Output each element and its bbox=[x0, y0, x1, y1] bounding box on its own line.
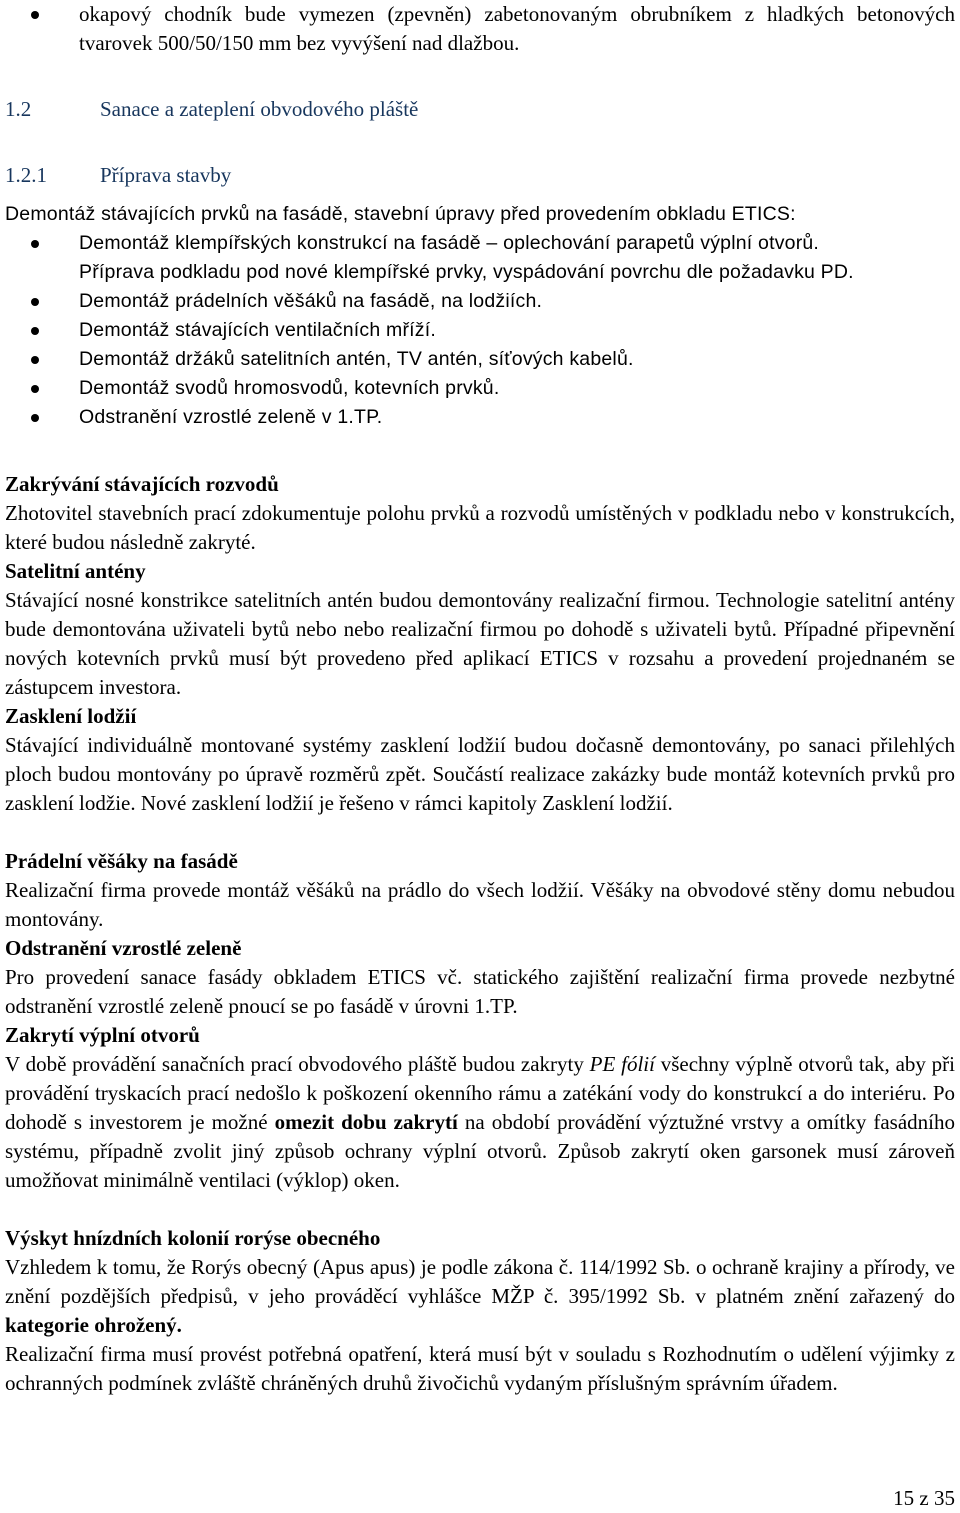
list-item: Demontáž držáků satelitních antén, TV antén, síťových kabelů. bbox=[0, 345, 955, 374]
list-item: Demontáž svodů hromosvodů, kotevních prvků. bbox=[0, 374, 955, 403]
zakryti-text-strong: omezit dobu zakrytí bbox=[274, 1110, 458, 1134]
zakryti-text-em: PE fólií bbox=[589, 1052, 655, 1076]
zakryti-text-b: všechny výplně otvorů tak, aby při provádění tryskacích prací nedošlo k poškození okenního rámu a zatékání vody do konstrukcí a do interiéru. Po dohodě s investorem je možné bbox=[5, 1052, 956, 1134]
section-rorys bbox=[5, 1224, 955, 1398]
rorys-text bbox=[5, 1253, 955, 1340]
section-zakryti bbox=[5, 1021, 955, 1195]
zakryti-text bbox=[5, 1050, 955, 1195]
pradelni-text: Realizační firma provede montáž věšáků na prádlo do všech lodžií. Věšáky na obvodové stěny domu nebudou montovány. bbox=[5, 878, 955, 931]
rorys-text-2: Realizační firma musí provést potřebná opatření, která musí být v souladu s Rozhodnutím o udělení výjimky z ochranných podmínek zvláště chráněných druhů živočichů vydaným příslušným správním úřadem. bbox=[5, 1342, 955, 1395]
intro-bullet-list bbox=[0, 0, 955, 58]
section-number: 1.2 bbox=[5, 97, 32, 121]
page-number: 15 z 35 bbox=[893, 1486, 955, 1510]
section-pradelni bbox=[5, 847, 955, 934]
satelitni-heading: Satelitní antény bbox=[5, 559, 146, 583]
zaskleni-heading: Zasklení lodžií bbox=[5, 704, 137, 728]
demontaz-intro: Demontáž stávajících prvků na fasádě, stavební úpravy před provedením obkladu ETICS: bbox=[5, 203, 796, 225]
zakryvani-text: Zhotovitel stavebních prací zdokumentuje polohu prvků a rozvodů umístěných v podkladu nebo v konstrukcích, které budou následně zakryté. bbox=[5, 501, 955, 554]
rorys-heading: Výskyt hnízdních kolonií rorýse obecného bbox=[5, 1226, 381, 1250]
section-title: Sanace a zateplení obvodového pláště bbox=[100, 97, 419, 121]
list-item-text: Příprava podkladu pod nové klempířské prvky, vyspádování povrchu dle požadavku PD. bbox=[79, 261, 854, 283]
section-zakryvani bbox=[5, 470, 955, 557]
rorys-text-a: Vzhledem k tomu, že Rorýs obecný (Apus apus) je podle zákona č. 114/1992 Sb. o ochraně krajiny a přírody, ve znění pozdějších předpisů, v jeho prováděcí vyhlášce MŽP č. 395/1992 Sb. v platném znění zařazený do bbox=[5, 1255, 955, 1308]
subsection-title: Příprava stavby bbox=[100, 163, 232, 187]
zakryti-text-c: na období provádění výztužné vrstvy a omítky fasádního systému, případně zvolit jiný způsob ochrany výplní otvorů. Způsob zakrytí oken garsonek musí zároveň umožňovat minimálně ventilaci (výklop) oken. bbox=[5, 1110, 955, 1192]
pradelni-heading: Prádelní věšáky na fasádě bbox=[5, 849, 238, 873]
section-zelen bbox=[5, 934, 955, 1021]
section-heading bbox=[5, 95, 418, 124]
list-item-continuation bbox=[0, 258, 955, 287]
list-item-text: Demontáž klempířských konstrukcí na fasádě – oplechování parapetů výplní otvorů. bbox=[79, 232, 820, 254]
zakryti-heading: Zakrytí výplní otvorů bbox=[5, 1023, 200, 1047]
list-item bbox=[0, 229, 955, 258]
list-item: Demontáž stávajících ventilačních mříží. bbox=[0, 316, 955, 345]
intro-bullet: okapový chodník bude vymezen (zpevněn) zabetonovaným obrubníkem z hladkých betonových tvarovek 500/50/150 mm bez vyvýšení nad dlažbou. bbox=[0, 0, 955, 58]
satelitni-text: Stávající nosné konstrikce satelitních antén budou demontovány realizační firmou. Technologie satelitní antény bude demontována uživateli bytů nebo nebo realizační firmou po dohodě s uživateli bytů. Případné připevnění nových kotevních prvků musí být provedeno před aplikací ETICS v rozsahu a provedení projednaném se zástupcem investora. bbox=[5, 588, 955, 699]
section-zaskleni bbox=[5, 702, 955, 818]
demontaz-list bbox=[0, 229, 955, 432]
zelen-heading: Odstranění vzrostlé zeleně bbox=[5, 936, 242, 960]
subsection-heading bbox=[5, 161, 231, 190]
section-satelitni bbox=[5, 557, 955, 702]
zakryti-text-a: V době provádění sanačních prací obvodového pláště budou zakryty bbox=[5, 1052, 590, 1076]
list-item: Odstranění vzrostlé zeleně v 1.TP. bbox=[0, 403, 955, 432]
subsection-number: 1.2.1 bbox=[5, 163, 47, 187]
rorys-text-strong: kategorie ohrožený. bbox=[5, 1313, 182, 1337]
list-item: Demontáž prádelních věšáků na fasádě, na lodžiích. bbox=[0, 287, 955, 316]
zelen-text: Pro provedení sanace fasády obkladem ETICS vč. statického zajištění realizační firma provede nezbytné odstranění vzrostlé zeleně pnoucí se po fasádě v úrovni 1.TP. bbox=[5, 965, 955, 1018]
zakryvani-heading: Zakrývání stávajících rozvodů bbox=[5, 472, 279, 496]
zaskleni-text: Stávající individuálně montované systémy zasklení lodžií budou dočasně demontovány, po sanaci přilehlých ploch budou montovány po úpravě rozměrů zpět. Součástí realizace zakázky bude montáž kotevních prvků pro zasklení lodžie. Nové zasklení lodžií je řešeno v rámci kapitoly Zasklení lodžií. bbox=[5, 733, 955, 815]
